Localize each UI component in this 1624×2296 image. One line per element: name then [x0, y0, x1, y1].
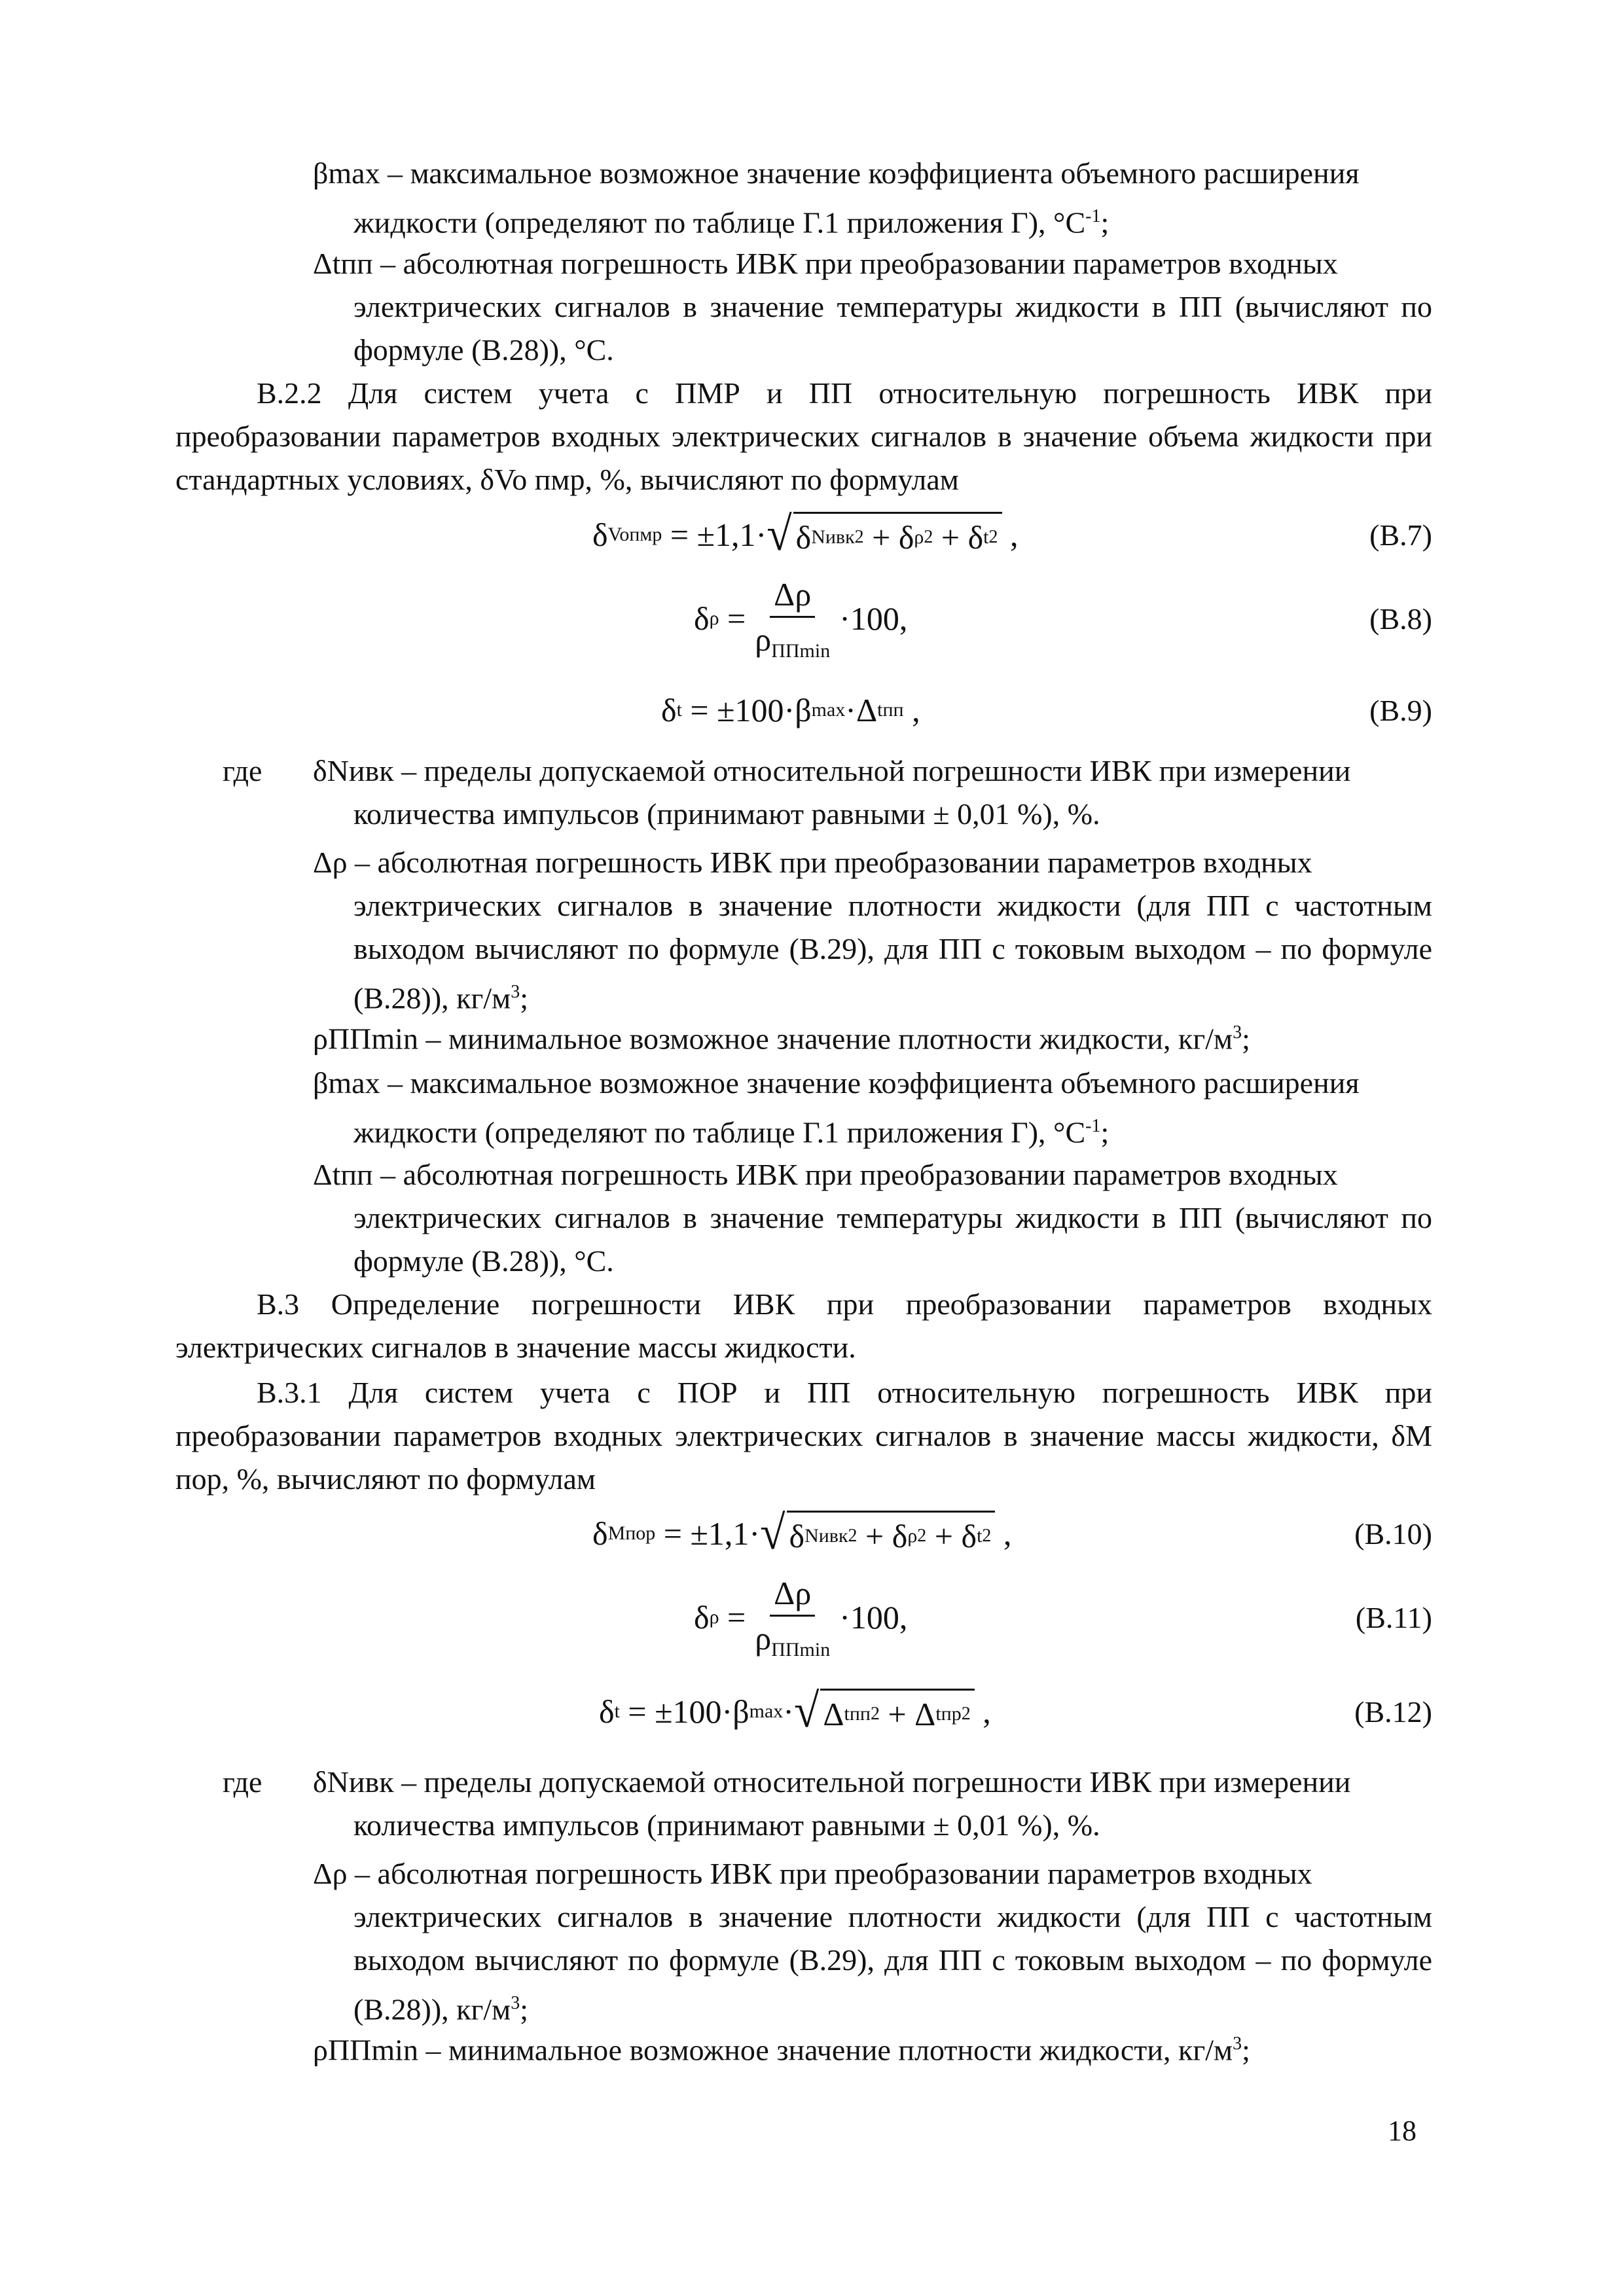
- unit-exponent: 3: [1233, 1022, 1242, 1043]
- punctuation: ;: [520, 1992, 529, 2026]
- fraction: $\frac{\Delta\rho}{\rho_{ППmin}}$: [755, 1574, 831, 1660]
- definition-delta-t: [313, 1153, 1432, 1283]
- page-number: 18: [1388, 2115, 1416, 2147]
- formula-number: (В.12): [1354, 1695, 1432, 1729]
- definition-text: – абсолютная погрешность ИВК при преобразовании параметров входных: [355, 1857, 1312, 1890]
- definition-text-continued: электрических сигналов в значение плотности жидкости (для ПП с частотным выходом вычисляют по формуле (В.29), для ПП с токовым выходом – по формуле (В.28)), кг/м: [353, 1900, 1432, 2026]
- formula-expression: δ ρ = $\frac{\Delta\rho}{\rho_{ППmin}}$ ·100,: [694, 1574, 908, 1660]
- unit-exponent: 3: [511, 1993, 520, 2013]
- formula-expression: δ Mпор = ±1,1· √ δ Nивк 2 + δ ρ 2 + δ t 2 ,: [592, 1507, 1012, 1560]
- unit-exponent: -1: [1085, 1116, 1101, 1136]
- definition-text: – пределы допускаемой относительной погрешности ИВК при измерении: [401, 1765, 1351, 1799]
- formula-b11: [0, 1574, 1624, 1660]
- square-root: √ δ Nивк 2 + δ ρ 2 + δ t 2: [767, 512, 1001, 558]
- definition-text-continued: электрических сигналов в значение температуры жидкости в ПП (вычисляют по формуле (В.28)), °С.: [353, 1201, 1432, 1278]
- punctuation: ;: [520, 981, 529, 1015]
- definition-text-continued: жидкости (определяют по таблице Г.1 приложения Г), °С: [353, 206, 1086, 240]
- formula-b8: [0, 575, 1624, 662]
- definition-delta-rho: [313, 1852, 1432, 2031]
- definition-text: – абсолютная погрешность ИВК при преобразовании параметров входных: [380, 247, 1338, 280]
- definition-term: δNивк: [313, 754, 394, 787]
- where-label: где: [223, 1765, 262, 1799]
- definition-text-continued: электрических сигналов в значение плотности жидкости (для ПП с частотным выходом вычисляют по формуле (В.29), для ПП с токовым выходом – по формуле (В.28)), кг/м: [353, 889, 1432, 1015]
- formula-number: (В.7): [1369, 518, 1432, 552]
- formula-number: (В.11): [1355, 1600, 1432, 1634]
- definition-term: ρППmin: [313, 1022, 418, 1056]
- definition-text: – максимальное возможное значение коэффициента объемного расширения: [388, 156, 1360, 190]
- paragraph-b-3: В.3 Определение погрешности ИВК при преобразовании параметров входных электрических сигналов в значение массы жидкости.: [175, 1287, 1432, 1364]
- definition-text: – пределы допускаемой относительной погрешности ИВК при измерении: [401, 754, 1351, 787]
- formula-expression: δ t = ±100·β max ·Δ tпп ,: [661, 692, 920, 728]
- formula-number: (В.8): [1369, 601, 1432, 636]
- definition-term: Δtпп: [313, 247, 373, 280]
- definition-rho-min: [313, 2022, 1432, 2072]
- formula-b10: [0, 1504, 1624, 1563]
- definition-text: – абсолютная погрешность ИВК при преобразовании параметров входных: [355, 846, 1312, 879]
- fraction: $\frac{\Delta\rho}{\rho_{ППmin}}$: [755, 575, 831, 662]
- definition-term: Δρ: [313, 1857, 348, 1890]
- definition-delta-n: [313, 1761, 1432, 1847]
- formula-number: (В.9): [1369, 693, 1432, 727]
- formula-number: (В.10): [1354, 1516, 1432, 1551]
- punctuation: ;: [1242, 1022, 1250, 1056]
- definition-beta-max: [313, 1062, 1432, 1154]
- formula-b7: [0, 505, 1624, 564]
- definition-delta-n: [313, 749, 1432, 836]
- punctuation: ;: [1100, 206, 1110, 240]
- formula-expression: δ Voпмр = ±1,1· √ δ Nивк 2 + δ ρ 2 + δ t 2 ,: [592, 508, 1019, 561]
- definition-rho-min: [313, 1011, 1432, 1060]
- definition-term: βmax: [313, 156, 380, 190]
- punctuation: ;: [1100, 1115, 1110, 1149]
- definition-text: – минимальное возможное значение плотности жидкости, кг/м: [425, 1022, 1233, 1056]
- definition-delta-t: [313, 242, 1432, 372]
- definition-text-continued: количества импульсов (принимают равными ± 0,01 %), %.: [353, 1808, 1100, 1842]
- formula-b9: [0, 681, 1624, 740]
- formula-expression: δ t = ±100·β max · √ Δ tпп 2 + Δ tпр 2 ,: [599, 1685, 991, 1738]
- definition-beta-max: [313, 152, 1432, 244]
- definition-text-continued: электрических сигналов в значение температуры жидкости в ПП (вычисляют по формуле (В.28)), °С.: [353, 290, 1432, 367]
- definition-term: Δtпп: [313, 1158, 373, 1191]
- punctuation: ;: [1242, 2033, 1250, 2067]
- unit-exponent: 3: [511, 982, 520, 1002]
- formula-expression: δ ρ = $\frac{\Delta\rho}{\rho_{ППmin}}$ ·100,: [694, 575, 908, 662]
- definition-text: – абсолютная погрешность ИВК при преобразовании параметров входных: [380, 1158, 1338, 1191]
- square-root: √ Δ tпп 2 + Δ tпр 2: [794, 1689, 975, 1734]
- definition-delta-rho: [313, 841, 1432, 1020]
- paragraph-b-2-2: В.2.2 Для систем учета с ПМР и ПП относительную погрешность ИВК при преобразовании параметров входных электрических сигналов в значение объема жидкости при стандартных условиях, δVo пмр, %, вычисляют по формулам: [175, 376, 1432, 496]
- square-root: √ δ Nивк 2 + δ ρ 2 + δ t 2: [760, 1511, 995, 1556]
- definition-text-continued: жидкости (определяют по таблице Г.1 приложения Г), °С: [353, 1115, 1086, 1149]
- unit-exponent: 3: [1233, 2034, 1242, 2054]
- unit-exponent: -1: [1085, 206, 1101, 226]
- where-label: где: [223, 754, 262, 787]
- definition-term: βmax: [313, 1066, 380, 1100]
- definition-term: ρППmin: [313, 2033, 418, 2067]
- definition-term: Δρ: [313, 846, 348, 879]
- definition-text: – минимальное возможное значение плотности жидкости, кг/м: [425, 2033, 1233, 2067]
- definition-text-continued: количества импульсов (принимают равными ± 0,01 %), %.: [353, 797, 1100, 831]
- definition-text: – максимальное возможное значение коэффициента объемного расширения: [388, 1066, 1360, 1100]
- definition-term: δNивк: [313, 1765, 394, 1799]
- paragraph-b-3-1: В.3.1 Для систем учета с ПОР и ПП относительную погрешность ИВК при преобразовании параметров входных электрических сигналов в значение массы жидкости, δМ пор, %, вычисляют по формулам: [175, 1376, 1432, 1496]
- formula-b12: [0, 1682, 1624, 1741]
